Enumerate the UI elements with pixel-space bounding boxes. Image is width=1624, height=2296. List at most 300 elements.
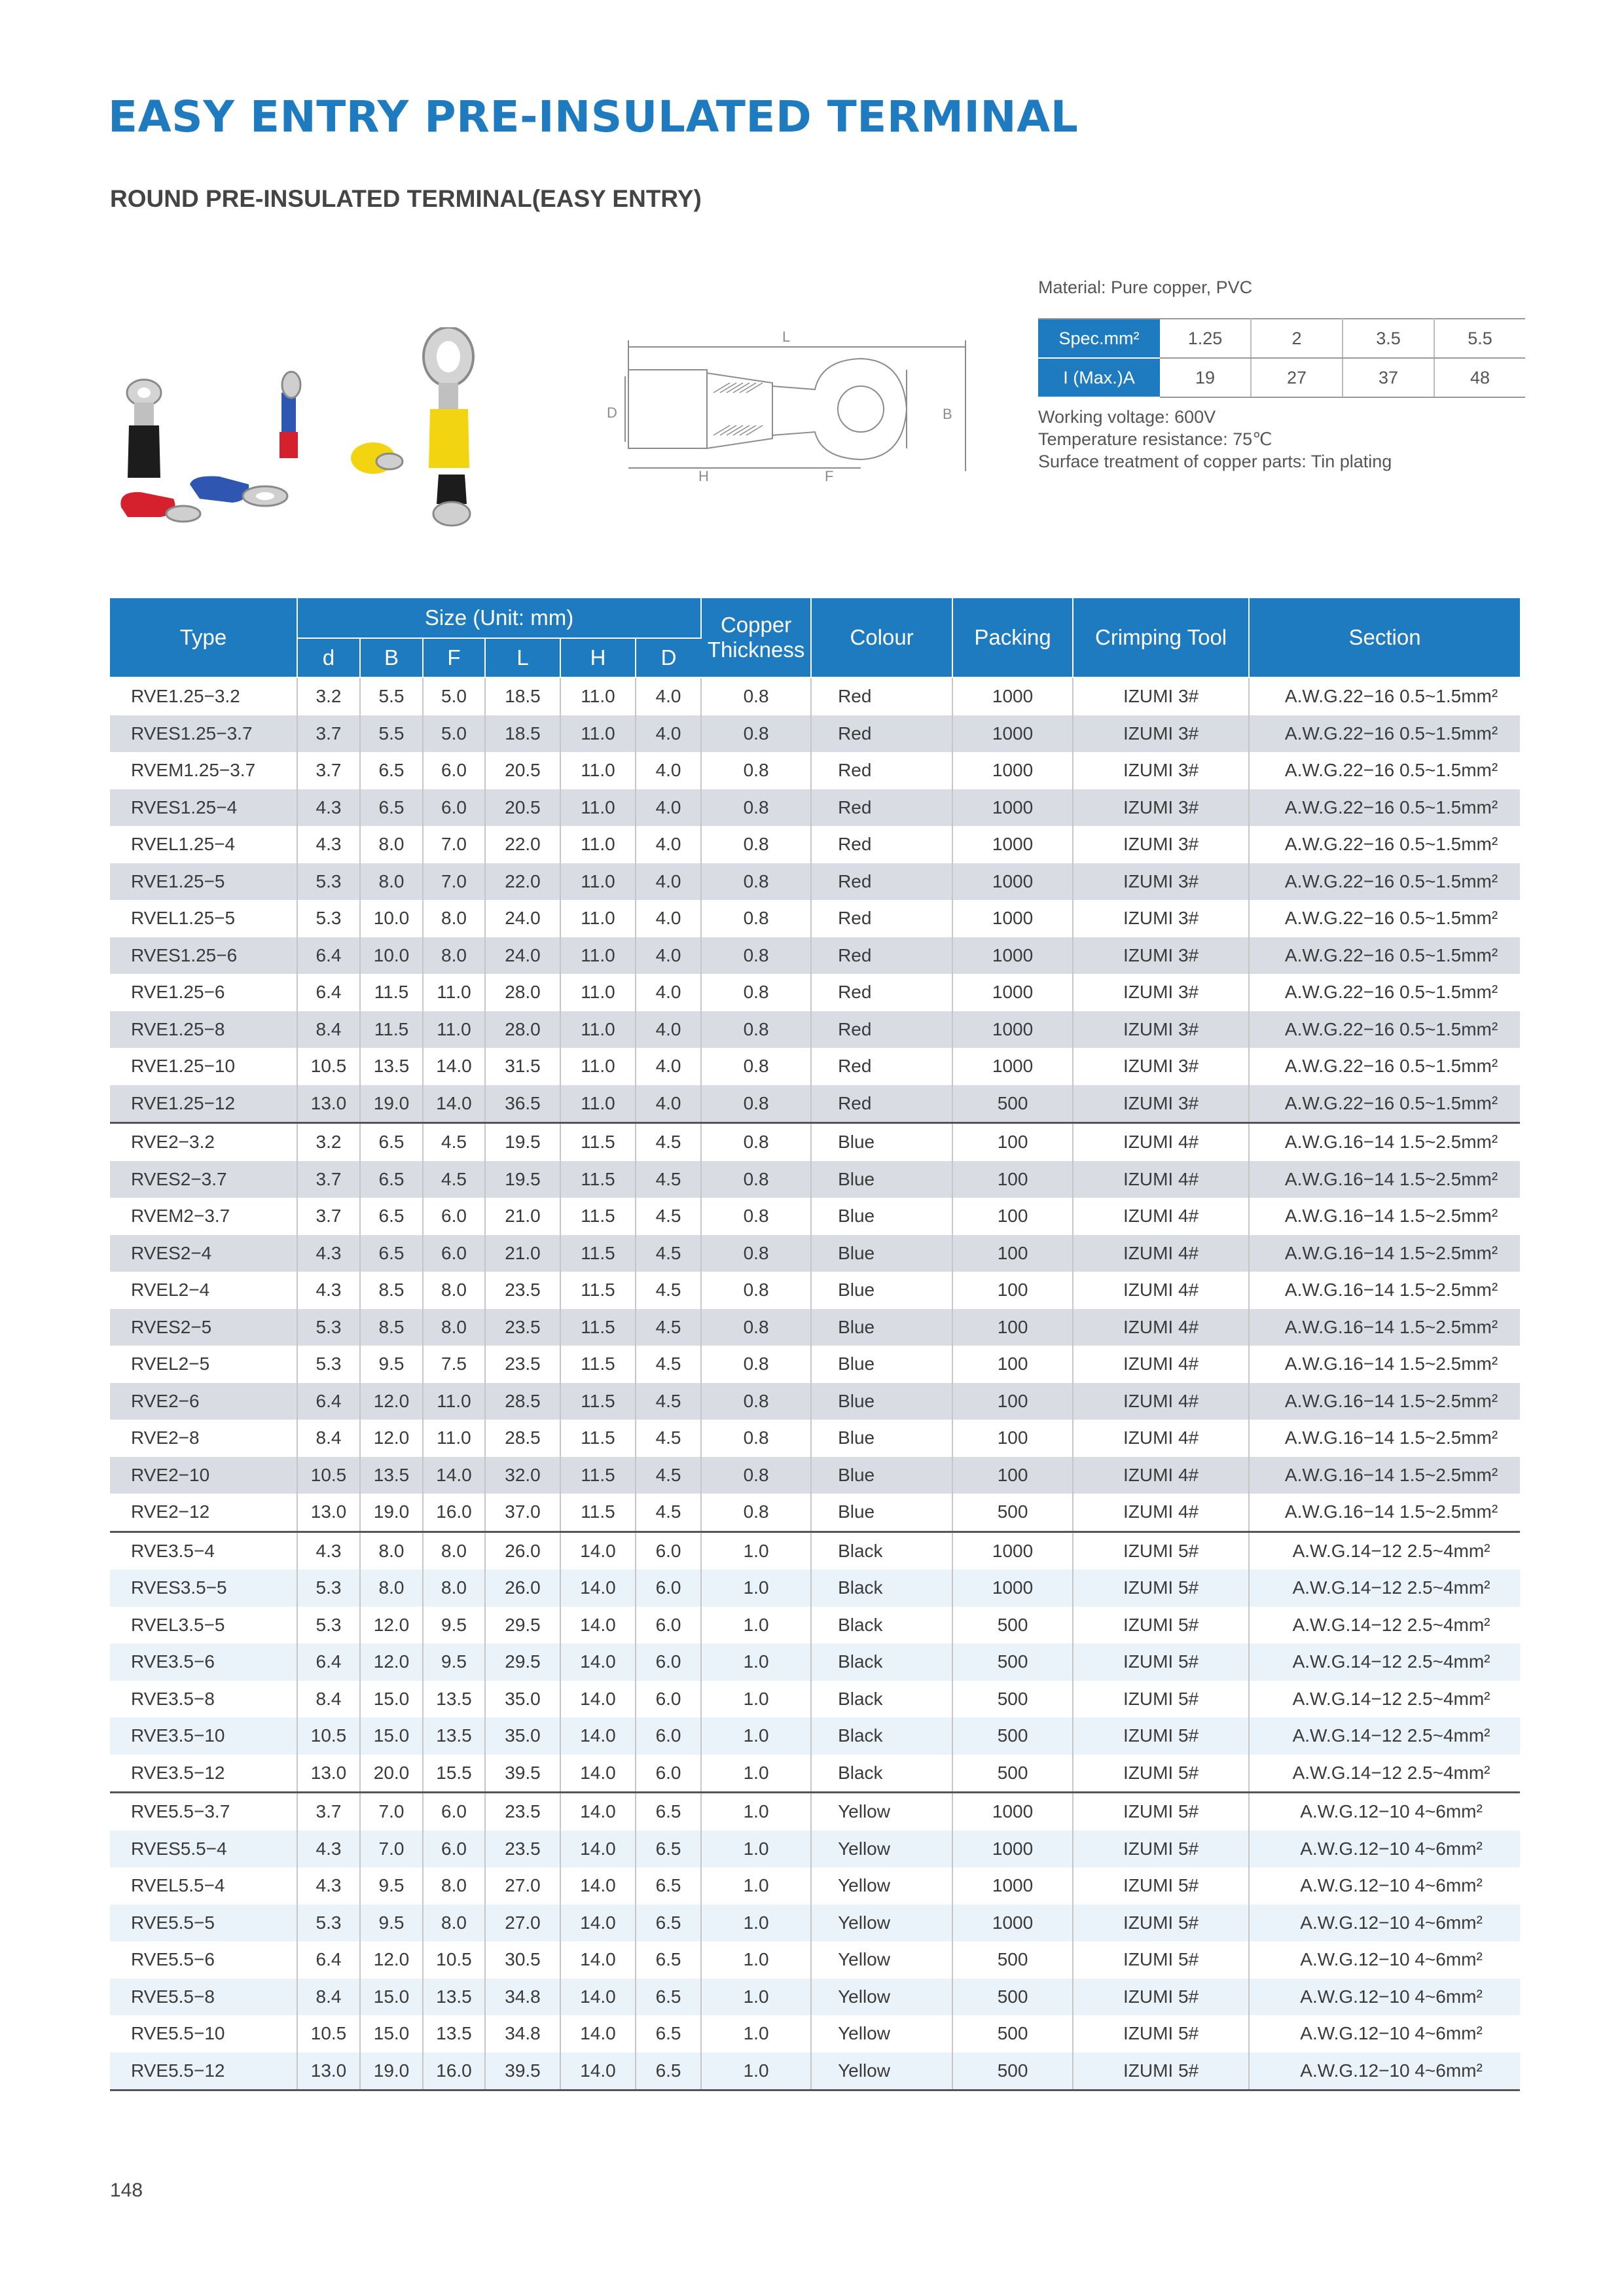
header-size-F: F <box>423 638 485 677</box>
cell-B: 10.0 <box>360 937 423 975</box>
cell-H: 11.0 <box>560 826 636 863</box>
cell-D: 6.0 <box>636 1532 701 1570</box>
cell-crimping-tool: IZUMI 5# <box>1073 1979 1249 2016</box>
cell-colour: Red <box>811 1048 952 1085</box>
cell-B: 15.0 <box>360 1717 423 1755</box>
cell-D: 4.5 <box>636 1457 701 1494</box>
table-row <box>110 900 1520 937</box>
cell-D: 6.5 <box>636 1905 701 1942</box>
cell-F: 14.0 <box>423 1457 485 1494</box>
cell-d: 5.3 <box>297 1346 360 1383</box>
header-size-B: B <box>360 638 423 677</box>
cell-D: 4.0 <box>636 900 701 937</box>
cell-crimping-tool: IZUMI 5# <box>1073 1681 1249 1718</box>
cell-crimping-tool: IZUMI 3# <box>1073 677 1249 715</box>
cell-packing: 500 <box>952 1717 1073 1755</box>
surface-note: Surface treatment of copper parts: Tin plating <box>1038 452 1392 471</box>
table-row <box>110 752 1520 789</box>
cell-section: A.W.G.14−12 2.5~4mm² <box>1249 1570 1520 1607</box>
table-row <box>110 1383 1520 1420</box>
table-row <box>110 974 1520 1011</box>
cell-colour: Red <box>811 752 952 789</box>
cell-colour: Black <box>811 1681 952 1718</box>
cell-packing: 500 <box>952 1941 1073 1979</box>
cell-d: 4.3 <box>297 826 360 863</box>
cell-copper-thickness: 1.0 <box>701 1532 811 1570</box>
cell-B: 20.0 <box>360 1755 423 1793</box>
cell-type: RVES2−3.7 <box>110 1161 297 1198</box>
cell-H: 14.0 <box>560 1941 636 1979</box>
product-photos <box>108 327 553 537</box>
cell-packing: 1000 <box>952 826 1073 863</box>
cell-B: 11.5 <box>360 974 423 1011</box>
cell-type: RVE5.5−3.7 <box>110 1793 297 1831</box>
cell-section: A.W.G.12−10 4~6mm² <box>1249 2053 1520 2090</box>
header-size-D: D <box>636 638 701 677</box>
cell-crimping-tool: IZUMI 3# <box>1073 937 1249 975</box>
cell-packing: 1000 <box>952 752 1073 789</box>
table-row <box>110 1457 1520 1494</box>
cell-D: 6.5 <box>636 1941 701 1979</box>
cell-type: RVES2−5 <box>110 1309 297 1346</box>
cell-F: 8.0 <box>423 1570 485 1607</box>
table-row <box>110 1048 1520 1085</box>
cell-packing: 100 <box>952 1123 1073 1161</box>
cell-F: 13.5 <box>423 1681 485 1718</box>
cell-section: A.W.G.14−12 2.5~4mm² <box>1292 1614 1490 1635</box>
header-section: Section <box>1249 598 1520 677</box>
cell-colour: Blue <box>811 1494 952 1532</box>
cell-H: 11.0 <box>560 863 636 901</box>
cell-D: 6.0 <box>636 1717 701 1755</box>
cell-B: 12.0 <box>360 1383 423 1420</box>
cell-d: 5.3 <box>297 1905 360 1942</box>
cell-copper-thickness: 0.8 <box>701 1420 811 1457</box>
cell-packing: 1000 <box>952 789 1073 827</box>
cell-section: A.W.G.12−10 4~6mm² <box>1300 1949 1483 1970</box>
cell-H: 11.0 <box>560 715 636 753</box>
cell-copper-thickness: 0.8 <box>701 1272 811 1309</box>
cell-d: 3.7 <box>297 1198 360 1235</box>
cell-D: 4.0 <box>636 937 701 975</box>
cell-colour: Black <box>811 1717 952 1755</box>
cell-B: 15.0 <box>360 1681 423 1718</box>
cell-copper-thickness: 0.8 <box>701 974 811 1011</box>
cell-L: 39.5 <box>485 1755 560 1793</box>
cell-H: 14.0 <box>560 1755 636 1793</box>
cell-colour: Yellow <box>811 1867 952 1905</box>
table-row <box>110 1717 1520 1755</box>
cell-d: 10.5 <box>297 1717 360 1755</box>
cell-crimping-tool: IZUMI 5# <box>1073 1867 1249 1905</box>
cell-d: 5.3 <box>297 1570 360 1607</box>
cell-crimping-tool: IZUMI 3# <box>1073 1011 1249 1049</box>
cell-packing: 500 <box>952 1755 1073 1793</box>
cell-D: 4.5 <box>636 1346 701 1383</box>
cell-crimping-tool: IZUMI 3# <box>1073 974 1249 1011</box>
cell-B: 5.5 <box>360 715 423 753</box>
cell-section: A.W.G.16−14 1.5~2.5mm² <box>1249 1383 1520 1420</box>
cell-section: A.W.G.22−16 0.5~1.5mm² <box>1249 1011 1520 1049</box>
cell-crimping-tool: IZUMI 3# <box>1073 863 1249 901</box>
cell-L: 37.0 <box>485 1494 560 1532</box>
cell-copper-thickness: 0.8 <box>701 1383 811 1420</box>
cell-H: 14.0 <box>560 1793 636 1831</box>
cell-B: 9.5 <box>360 1905 423 1942</box>
cell-crimping-tool: IZUMI 3# <box>1073 715 1249 753</box>
cell-B: 12.0 <box>360 1643 423 1681</box>
cell-colour: Red <box>811 826 952 863</box>
cell-packing: 1000 <box>952 974 1073 1011</box>
cell-crimping-tool: IZUMI 4# <box>1073 1346 1249 1383</box>
cell-L: 21.0 <box>485 1198 560 1235</box>
header-size-H: H <box>560 638 636 677</box>
cell-crimping-tool: IZUMI 4# <box>1073 1161 1249 1198</box>
cell-d: 5.3 <box>297 863 360 901</box>
cell-type: RVE1.25−6 <box>110 974 297 1011</box>
cell-copper-thickness: 0.8 <box>701 1198 811 1235</box>
cell-section: A.W.G.16−14 1.5~2.5mm² <box>1249 1161 1520 1198</box>
table-row <box>110 2053 1520 2090</box>
cell-d: 10.5 <box>297 1457 360 1494</box>
page-title: EASY ENTRY PRE-INSULATED TERMINAL <box>108 92 1079 142</box>
cell-type: RVES1.25−3.7 <box>110 715 297 753</box>
cell-F: 6.0 <box>423 1198 485 1235</box>
header-crimping-tool: Crimping Tool <box>1073 598 1249 677</box>
cell-section: A.W.G.22−16 0.5~1.5mm² <box>1284 834 1498 855</box>
cell-d: 6.4 <box>297 937 360 975</box>
cell-crimping-tool: IZUMI 5# <box>1073 1831 1249 1868</box>
cell-packing: 1000 <box>952 900 1073 937</box>
cell-section: A.W.G.16−14 1.5~2.5mm² <box>1249 1235 1520 1272</box>
cell-H: 14.0 <box>560 1905 636 1942</box>
cell-colour: Blue <box>811 1457 952 1494</box>
cell-copper-thickness: 0.8 <box>701 1346 811 1383</box>
cell-section: A.W.G.22−16 0.5~1.5mm² <box>1284 908 1498 929</box>
cell-B: 13.5 <box>360 1048 423 1085</box>
cell-H: 14.0 <box>560 1532 636 1570</box>
cell-crimping-tool: IZUMI 5# <box>1073 1717 1249 1755</box>
cell-crimping-tool: IZUMI 4# <box>1073 1309 1249 1346</box>
cell-packing: 100 <box>952 1457 1073 1494</box>
table-row <box>110 1607 1520 1644</box>
cell-B: 9.5 <box>360 1867 423 1905</box>
cell-section: A.W.G.22−16 0.5~1.5mm² <box>1249 937 1520 975</box>
cell-F: 11.0 <box>423 974 485 1011</box>
terminal-spec-table <box>110 598 1520 2091</box>
cell-section: A.W.G.12−10 4~6mm² <box>1300 2023 1483 2044</box>
cell-colour: Yellow <box>811 2053 952 2090</box>
cell-F: 14.0 <box>423 1048 485 1085</box>
cell-crimping-tool: IZUMI 3# <box>1073 1085 1249 1123</box>
cell-F: 13.5 <box>423 1717 485 1755</box>
dim-label-B: B <box>943 406 952 422</box>
cell-type: RVE2−8 <box>110 1420 297 1457</box>
cell-d: 4.3 <box>297 1235 360 1272</box>
cell-H: 11.0 <box>560 752 636 789</box>
cell-B: 15.0 <box>360 2015 423 2053</box>
cell-H: 11.0 <box>560 1011 636 1049</box>
cell-crimping-tool: IZUMI 4# <box>1073 1383 1249 1420</box>
cell-packing: 500 <box>952 1607 1073 1644</box>
cell-packing: 100 <box>952 1309 1073 1346</box>
cell-packing: 1000 <box>952 1570 1073 1607</box>
cell-H: 11.0 <box>560 974 636 1011</box>
cell-D: 4.5 <box>636 1235 701 1272</box>
cell-colour: Red <box>811 789 952 827</box>
cell-copper-thickness: 0.8 <box>701 1309 811 1346</box>
cell-copper-thickness: 0.8 <box>701 1123 811 1161</box>
cell-copper-thickness: 0.8 <box>701 1085 811 1123</box>
cell-type: RVEL1.25−4 <box>110 826 297 863</box>
cell-colour: Red <box>811 715 952 753</box>
cell-B: 6.5 <box>360 1161 423 1198</box>
cell-packing: 1000 <box>952 1867 1073 1905</box>
cell-D: 4.5 <box>636 1309 701 1346</box>
cell-D: 4.0 <box>636 1048 701 1085</box>
cell-D: 6.0 <box>636 1681 701 1718</box>
cell-section: A.W.G.16−14 1.5~2.5mm² <box>1284 1206 1498 1227</box>
cell-L: 23.5 <box>485 1309 560 1346</box>
page-number: 148 <box>110 2179 143 2201</box>
cell-colour: Blue <box>811 1272 952 1309</box>
cell-type: RVE2−12 <box>110 1494 297 1532</box>
cell-B: 19.0 <box>360 1085 423 1123</box>
table-row <box>110 1494 1520 1532</box>
cell-F: 6.0 <box>423 1235 485 1272</box>
cell-B: 6.5 <box>360 1123 423 1161</box>
cell-F: 4.5 <box>423 1123 485 1161</box>
cell-L: 31.5 <box>485 1048 560 1085</box>
cell-crimping-tool: IZUMI 3# <box>1073 789 1249 827</box>
cell-section: A.W.G.22−16 0.5~1.5mm² <box>1284 760 1498 781</box>
cell-copper-thickness: 0.8 <box>701 1048 811 1085</box>
cell-packing: 100 <box>952 1235 1073 1272</box>
table-row <box>110 1235 1520 1272</box>
current-value: 19 <box>1160 358 1251 397</box>
cell-B: 12.0 <box>360 1941 423 1979</box>
cell-D: 4.0 <box>636 677 701 715</box>
cell-F: 4.5 <box>423 1161 485 1198</box>
cell-colour: Yellow <box>811 1831 952 1868</box>
cell-H: 11.5 <box>560 1198 636 1235</box>
cell-F: 11.0 <box>423 1420 485 1457</box>
cell-F: 11.0 <box>423 1011 485 1049</box>
current-value: 48 <box>1434 358 1525 397</box>
cell-packing: 1000 <box>952 863 1073 901</box>
spec-value: 2 <box>1251 319 1343 358</box>
cell-D: 6.5 <box>636 2015 701 2053</box>
table-row <box>110 937 1520 975</box>
dim-label-F: F <box>825 468 834 484</box>
cell-type: RVE5.5−6 <box>110 1941 297 1979</box>
table-row <box>110 1570 1520 1607</box>
cell-B: 15.0 <box>360 1979 423 2016</box>
cell-copper-thickness: 1.0 <box>701 1831 811 1868</box>
cell-copper-thickness: 0.8 <box>701 715 811 753</box>
cell-section: A.W.G.12−10 4~6mm² <box>1300 1875 1483 1896</box>
cell-section: A.W.G.14−12 2.5~4mm² <box>1292 1688 1490 1709</box>
cell-D: 6.5 <box>636 2053 701 2090</box>
cell-colour: Blue <box>811 1161 952 1198</box>
cell-F: 5.0 <box>423 677 485 715</box>
cell-crimping-tool: IZUMI 4# <box>1073 1457 1249 1494</box>
cell-packing: 500 <box>952 1085 1073 1123</box>
cell-colour: Red <box>811 677 952 715</box>
cell-H: 14.0 <box>560 1643 636 1681</box>
cell-section: A.W.G.14−12 2.5~4mm² <box>1292 1762 1490 1783</box>
cell-L: 36.5 <box>485 1085 560 1123</box>
table-row <box>110 1011 1520 1049</box>
cell-B: 9.5 <box>360 1346 423 1383</box>
cell-type: RVE5.5−8 <box>110 1979 297 2016</box>
cell-F: 15.5 <box>423 1755 485 1793</box>
cell-colour: Red <box>811 1011 952 1049</box>
cell-H: 11.5 <box>560 1457 636 1494</box>
cell-B: 12.0 <box>360 1420 423 1457</box>
cell-B: 8.5 <box>360 1309 423 1346</box>
cell-H: 14.0 <box>560 2015 636 2053</box>
cell-copper-thickness: 1.0 <box>701 1755 811 1793</box>
cell-colour: Black <box>811 1532 952 1570</box>
cell-type: RVE1.25−5 <box>110 863 297 901</box>
cell-H: 14.0 <box>560 2053 636 2090</box>
cell-d: 8.4 <box>297 1681 360 1718</box>
cell-copper-thickness: 0.8 <box>701 1494 811 1532</box>
cell-D: 6.0 <box>636 1755 701 1793</box>
cell-crimping-tool: IZUMI 3# <box>1073 1048 1249 1085</box>
cell-B: 10.0 <box>360 900 423 937</box>
header-size-L: L <box>485 638 560 677</box>
cell-colour: Yellow <box>811 1905 952 1942</box>
cell-copper-thickness: 0.8 <box>701 677 811 715</box>
cell-crimping-tool: IZUMI 4# <box>1073 1235 1249 1272</box>
table-row <box>110 1941 1520 1979</box>
cell-copper-thickness: 0.8 <box>701 863 811 901</box>
cell-d: 8.4 <box>297 1979 360 2016</box>
cell-F: 7.5 <box>423 1346 485 1383</box>
small-black-terminal-photo <box>433 475 470 526</box>
material-note: Material: Pure copper, PVC <box>1038 278 1253 297</box>
cell-colour: Blue <box>811 1309 952 1346</box>
cell-F: 16.0 <box>423 2053 485 2090</box>
cell-section: A.W.G.22−16 0.5~1.5mm² <box>1249 715 1520 753</box>
cell-D: 4.0 <box>636 715 701 753</box>
cell-colour: Black <box>811 1643 952 1681</box>
cell-H: 14.0 <box>560 1867 636 1905</box>
dim-label-D: D <box>607 404 617 421</box>
cell-L: 18.5 <box>485 715 560 753</box>
cell-L: 18.5 <box>485 677 560 715</box>
cell-B: 7.0 <box>360 1793 423 1831</box>
cell-type: RVEL1.25−5 <box>110 900 297 937</box>
table-row <box>110 1867 1520 1905</box>
cell-copper-thickness: 0.8 <box>701 1011 811 1049</box>
cell-colour: Red <box>811 863 952 901</box>
table-row <box>110 1755 1520 1793</box>
cell-F: 8.0 <box>423 1532 485 1570</box>
cell-F: 16.0 <box>423 1494 485 1532</box>
cell-colour: Red <box>811 900 952 937</box>
cell-H: 14.0 <box>560 1717 636 1755</box>
cell-colour: Black <box>811 1607 952 1644</box>
cell-d: 13.0 <box>297 1085 360 1123</box>
cell-type: RVE3.5−4 <box>110 1532 297 1570</box>
cell-section: A.W.G.16−14 1.5~2.5mm² <box>1284 1501 1498 1522</box>
cell-crimping-tool: IZUMI 5# <box>1073 1570 1249 1607</box>
cell-L: 28.5 <box>485 1420 560 1457</box>
cell-d: 6.4 <box>297 974 360 1011</box>
cell-copper-thickness: 1.0 <box>701 1905 811 1942</box>
cell-d: 10.5 <box>297 2015 360 2053</box>
cell-H: 11.0 <box>560 789 636 827</box>
cell-section: A.W.G.22−16 0.5~1.5mm² <box>1284 982 1498 1003</box>
table-row <box>110 715 1520 753</box>
table-row <box>110 1532 1520 1570</box>
cell-type: RVEM2−3.7 <box>110 1198 297 1235</box>
cell-type: RVEL2−4 <box>110 1272 297 1309</box>
cell-d: 3.7 <box>297 1161 360 1198</box>
cell-D: 6.5 <box>636 1979 701 2016</box>
cell-section: A.W.G.12−10 4~6mm² <box>1249 1905 1520 1942</box>
cell-packing: 1000 <box>952 715 1073 753</box>
cell-crimping-tool: IZUMI 5# <box>1073 1607 1249 1644</box>
cell-H: 14.0 <box>560 1979 636 2016</box>
cell-d: 13.0 <box>297 1494 360 1532</box>
cell-crimping-tool: IZUMI 3# <box>1073 826 1249 863</box>
cell-packing: 1000 <box>952 937 1073 975</box>
table-row <box>110 826 1520 863</box>
cell-F: 6.0 <box>423 1831 485 1868</box>
cell-L: 24.0 <box>485 900 560 937</box>
cell-F: 7.0 <box>423 826 485 863</box>
cell-L: 29.5 <box>485 1643 560 1681</box>
cell-B: 7.0 <box>360 1831 423 1868</box>
cell-L: 35.0 <box>485 1717 560 1755</box>
cell-type: RVE3.5−10 <box>110 1717 297 1755</box>
cell-B: 6.5 <box>360 1235 423 1272</box>
cell-F: 6.0 <box>423 789 485 827</box>
cell-F: 8.0 <box>423 1309 485 1346</box>
cell-B: 8.0 <box>360 826 423 863</box>
cell-F: 8.0 <box>423 1272 485 1309</box>
header-copper-thickness: Copper Thickness <box>701 598 811 677</box>
cell-d: 6.4 <box>297 1643 360 1681</box>
cell-colour: Yellow <box>811 1941 952 1979</box>
cell-L: 35.0 <box>485 1681 560 1718</box>
cell-section: A.W.G.16−14 1.5~2.5mm² <box>1249 1457 1520 1494</box>
table-row <box>110 863 1520 901</box>
table-row <box>110 1198 1520 1235</box>
cell-H: 11.0 <box>560 900 636 937</box>
cell-packing: 1000 <box>952 1831 1073 1868</box>
cell-section: A.W.G.16−14 1.5~2.5mm² <box>1284 1280 1498 1300</box>
cell-L: 26.0 <box>485 1570 560 1607</box>
cell-packing: 100 <box>952 1420 1073 1457</box>
cell-L: 24.0 <box>485 937 560 975</box>
cell-D: 4.5 <box>636 1494 701 1532</box>
cell-B: 6.5 <box>360 752 423 789</box>
cell-copper-thickness: 0.8 <box>701 900 811 937</box>
cell-packing: 100 <box>952 1272 1073 1309</box>
cell-type: RVE2−10 <box>110 1457 297 1494</box>
cell-type: RVE1.25−10 <box>110 1048 297 1085</box>
cell-B: 12.0 <box>360 1607 423 1644</box>
cell-crimping-tool: IZUMI 4# <box>1073 1420 1249 1457</box>
cell-B: 6.5 <box>360 1198 423 1235</box>
cell-type: RVES2−4 <box>110 1235 297 1272</box>
cell-L: 30.5 <box>485 1941 560 1979</box>
